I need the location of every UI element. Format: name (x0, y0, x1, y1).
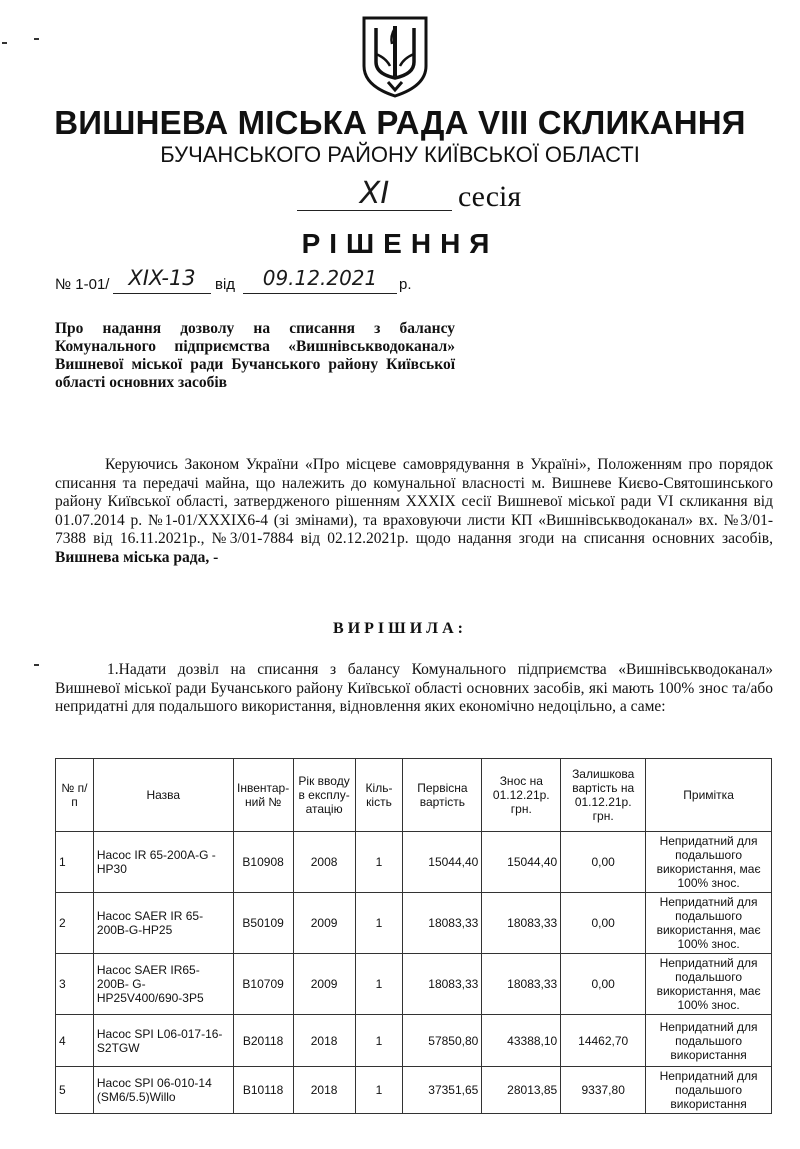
preamble-text: Керуючись Законом України «Про місцеве самоврядування в Україні», Положенням про порядок списання та передачі майна, що належить до комунальної власності м. Вишневе Києво-Святошинського району Київської області, затвердженого рішенням XXXIX сесії Вишневої міської ради VI скликання від 01.07.2014 р. №1-01/XXXIX6-4 (зі змінами), та враховуючи листи КП «Вишнівськводоканал» вх. №3/01-7388 від 16.11.2021р., №3/01-7884 від 02.12.2021р. щодо надання згоди на списання основних засобів, (55, 456, 773, 547)
cell-inventory: B10118 (233, 1067, 293, 1114)
cell-name: Насос IR 65-200A-G - HP30 (93, 832, 233, 893)
cell-residual: 0,00 (561, 893, 646, 954)
cell-initial-cost: 37351,65 (403, 1067, 482, 1114)
fixed-assets-table (55, 758, 772, 1114)
decision-number-handwritten: XIX-13 (128, 266, 196, 290)
cell-year: 2018 (293, 1067, 355, 1114)
cell-depreciation: 28013,85 (482, 1067, 561, 1114)
cell-residual: 0,00 (561, 832, 646, 893)
cell-residual: 14462,70 (561, 1015, 646, 1067)
cell-note: Непридатний для подальшого використання (646, 1067, 772, 1114)
header-cell-note: Примітка (646, 759, 772, 832)
cell-number: 4 (56, 1015, 94, 1067)
clause-1-paragraph: 1.Надати дозвіл на списання з балансу Комунального підприємства «Вишнівськводоканал» Вишневої міської ради Бучанського району Київської області основних засобів, які мають 100% знос та/або непридатні для подальшого використання, відновлення яких економічно недоцільно, а саме: (55, 661, 773, 715)
cell-number: 2 (56, 893, 94, 954)
number-prefix: № 1-01/ (55, 276, 110, 293)
cell-number: 1 (56, 832, 94, 893)
cell-depreciation: 43388,10 (482, 1015, 561, 1067)
cell-note: Непридатний для подальшого використання, має 100% знос. (646, 893, 772, 954)
cell-inventory: B50109 (233, 893, 293, 954)
cell-year: 2018 (293, 1015, 355, 1067)
decision-title: РІШЕННЯ (301, 228, 499, 259)
scan-margin-mark (2, 42, 7, 44)
table-row (56, 1067, 772, 1114)
table-row (56, 893, 772, 954)
header-cell-residual: Залишкова вартість на 01.12.21р. грн. (561, 759, 646, 832)
decision-date-handwritten: 09.12.2021 (262, 266, 378, 290)
date-prefix: від (215, 276, 236, 293)
cell-residual: 0,00 (561, 954, 646, 1015)
cell-depreciation: 18083,33 (482, 893, 561, 954)
cell-note: Непридатний для подальшого використання, має 100% знос. (646, 832, 772, 893)
cell-year: 2009 (293, 893, 355, 954)
cell-depreciation: 15044,40 (482, 832, 561, 893)
cell-quantity: 1 (355, 832, 403, 893)
table-row (56, 954, 772, 1015)
cell-initial-cost: 18083,33 (403, 954, 482, 1015)
scan-margin-mark (34, 664, 39, 666)
cell-quantity: 1 (355, 954, 403, 1015)
cell-year: 2008 (293, 832, 355, 893)
preamble-paragraph (55, 456, 773, 567)
coat-of-arms-emblem (360, 14, 430, 98)
header-cell-depreciation: Знос на 01.12.21р. грн. (482, 759, 561, 832)
preamble-bold-tail: Вишнева міська рада, - (55, 548, 219, 566)
header-cell-name: Назва (93, 759, 233, 832)
cell-note: Непридатний для подальшого використання (646, 1015, 772, 1067)
header-cell-quantity: Кіль-кість (355, 759, 403, 832)
header-cell-inventory: Інвентар-ний № (233, 759, 293, 832)
table-header-row (56, 759, 772, 832)
cell-name: Насос SAER IR 65-200B-G-HP25 (93, 893, 233, 954)
cell-initial-cost: 57850,80 (403, 1015, 482, 1067)
cell-quantity: 1 (355, 1067, 403, 1114)
cell-name: Насос SAER IR65-200B- G-HP25V400/690-3P5 (93, 954, 233, 1015)
header-cell-year: Рік вводу в експлу-атацію (293, 759, 355, 832)
date-suffix: р. (399, 276, 412, 293)
cell-inventory: B20118 (233, 1015, 293, 1067)
cell-year: 2009 (293, 954, 355, 1015)
cell-note: Непридатний для подальшого використання, має 100% знос. (646, 954, 772, 1015)
cell-residual: 9337,80 (561, 1067, 646, 1114)
resolved-heading: ВИРІШИЛА: (333, 620, 467, 637)
header-cell-number: № п/п (56, 759, 94, 832)
cell-inventory: B10908 (233, 832, 293, 893)
decision-subject: Про надання дозволу на списання з балансу Комунального підприємства «Вишнівськводоканал» Вишневої міської ради Бучанського району Київської області основних засобів (55, 320, 455, 391)
table-row (56, 1015, 772, 1067)
cell-quantity: 1 (355, 893, 403, 954)
cell-initial-cost: 15044,40 (403, 832, 482, 893)
cell-number: 3 (56, 954, 94, 1015)
header-cell-initial-cost: Первісна вартість (403, 759, 482, 832)
cell-initial-cost: 18083,33 (403, 893, 482, 954)
cell-name: Насос SPI L06-017-16-S2TGW (93, 1015, 233, 1067)
session-word: сесія (458, 180, 522, 213)
table-row (56, 832, 772, 893)
cell-inventory: B10709 (233, 954, 293, 1015)
cell-quantity: 1 (355, 1015, 403, 1067)
cell-name: Насос SPI 06-010-14 (SM6/5.5)Willo (93, 1067, 233, 1114)
cell-depreciation: 18083,33 (482, 954, 561, 1015)
cell-number: 5 (56, 1067, 94, 1114)
session-number-handwritten: XI (359, 176, 390, 211)
council-name-heading: ВИШНЕВА МІСЬКА РАДА VIII СКЛИКАННЯ (54, 104, 746, 141)
district-subheading: БУЧАНСЬКОГО РАЙОНУ КИЇВСЬКОЇ ОБЛАСТІ (160, 142, 640, 167)
scan-margin-mark (34, 38, 39, 40)
